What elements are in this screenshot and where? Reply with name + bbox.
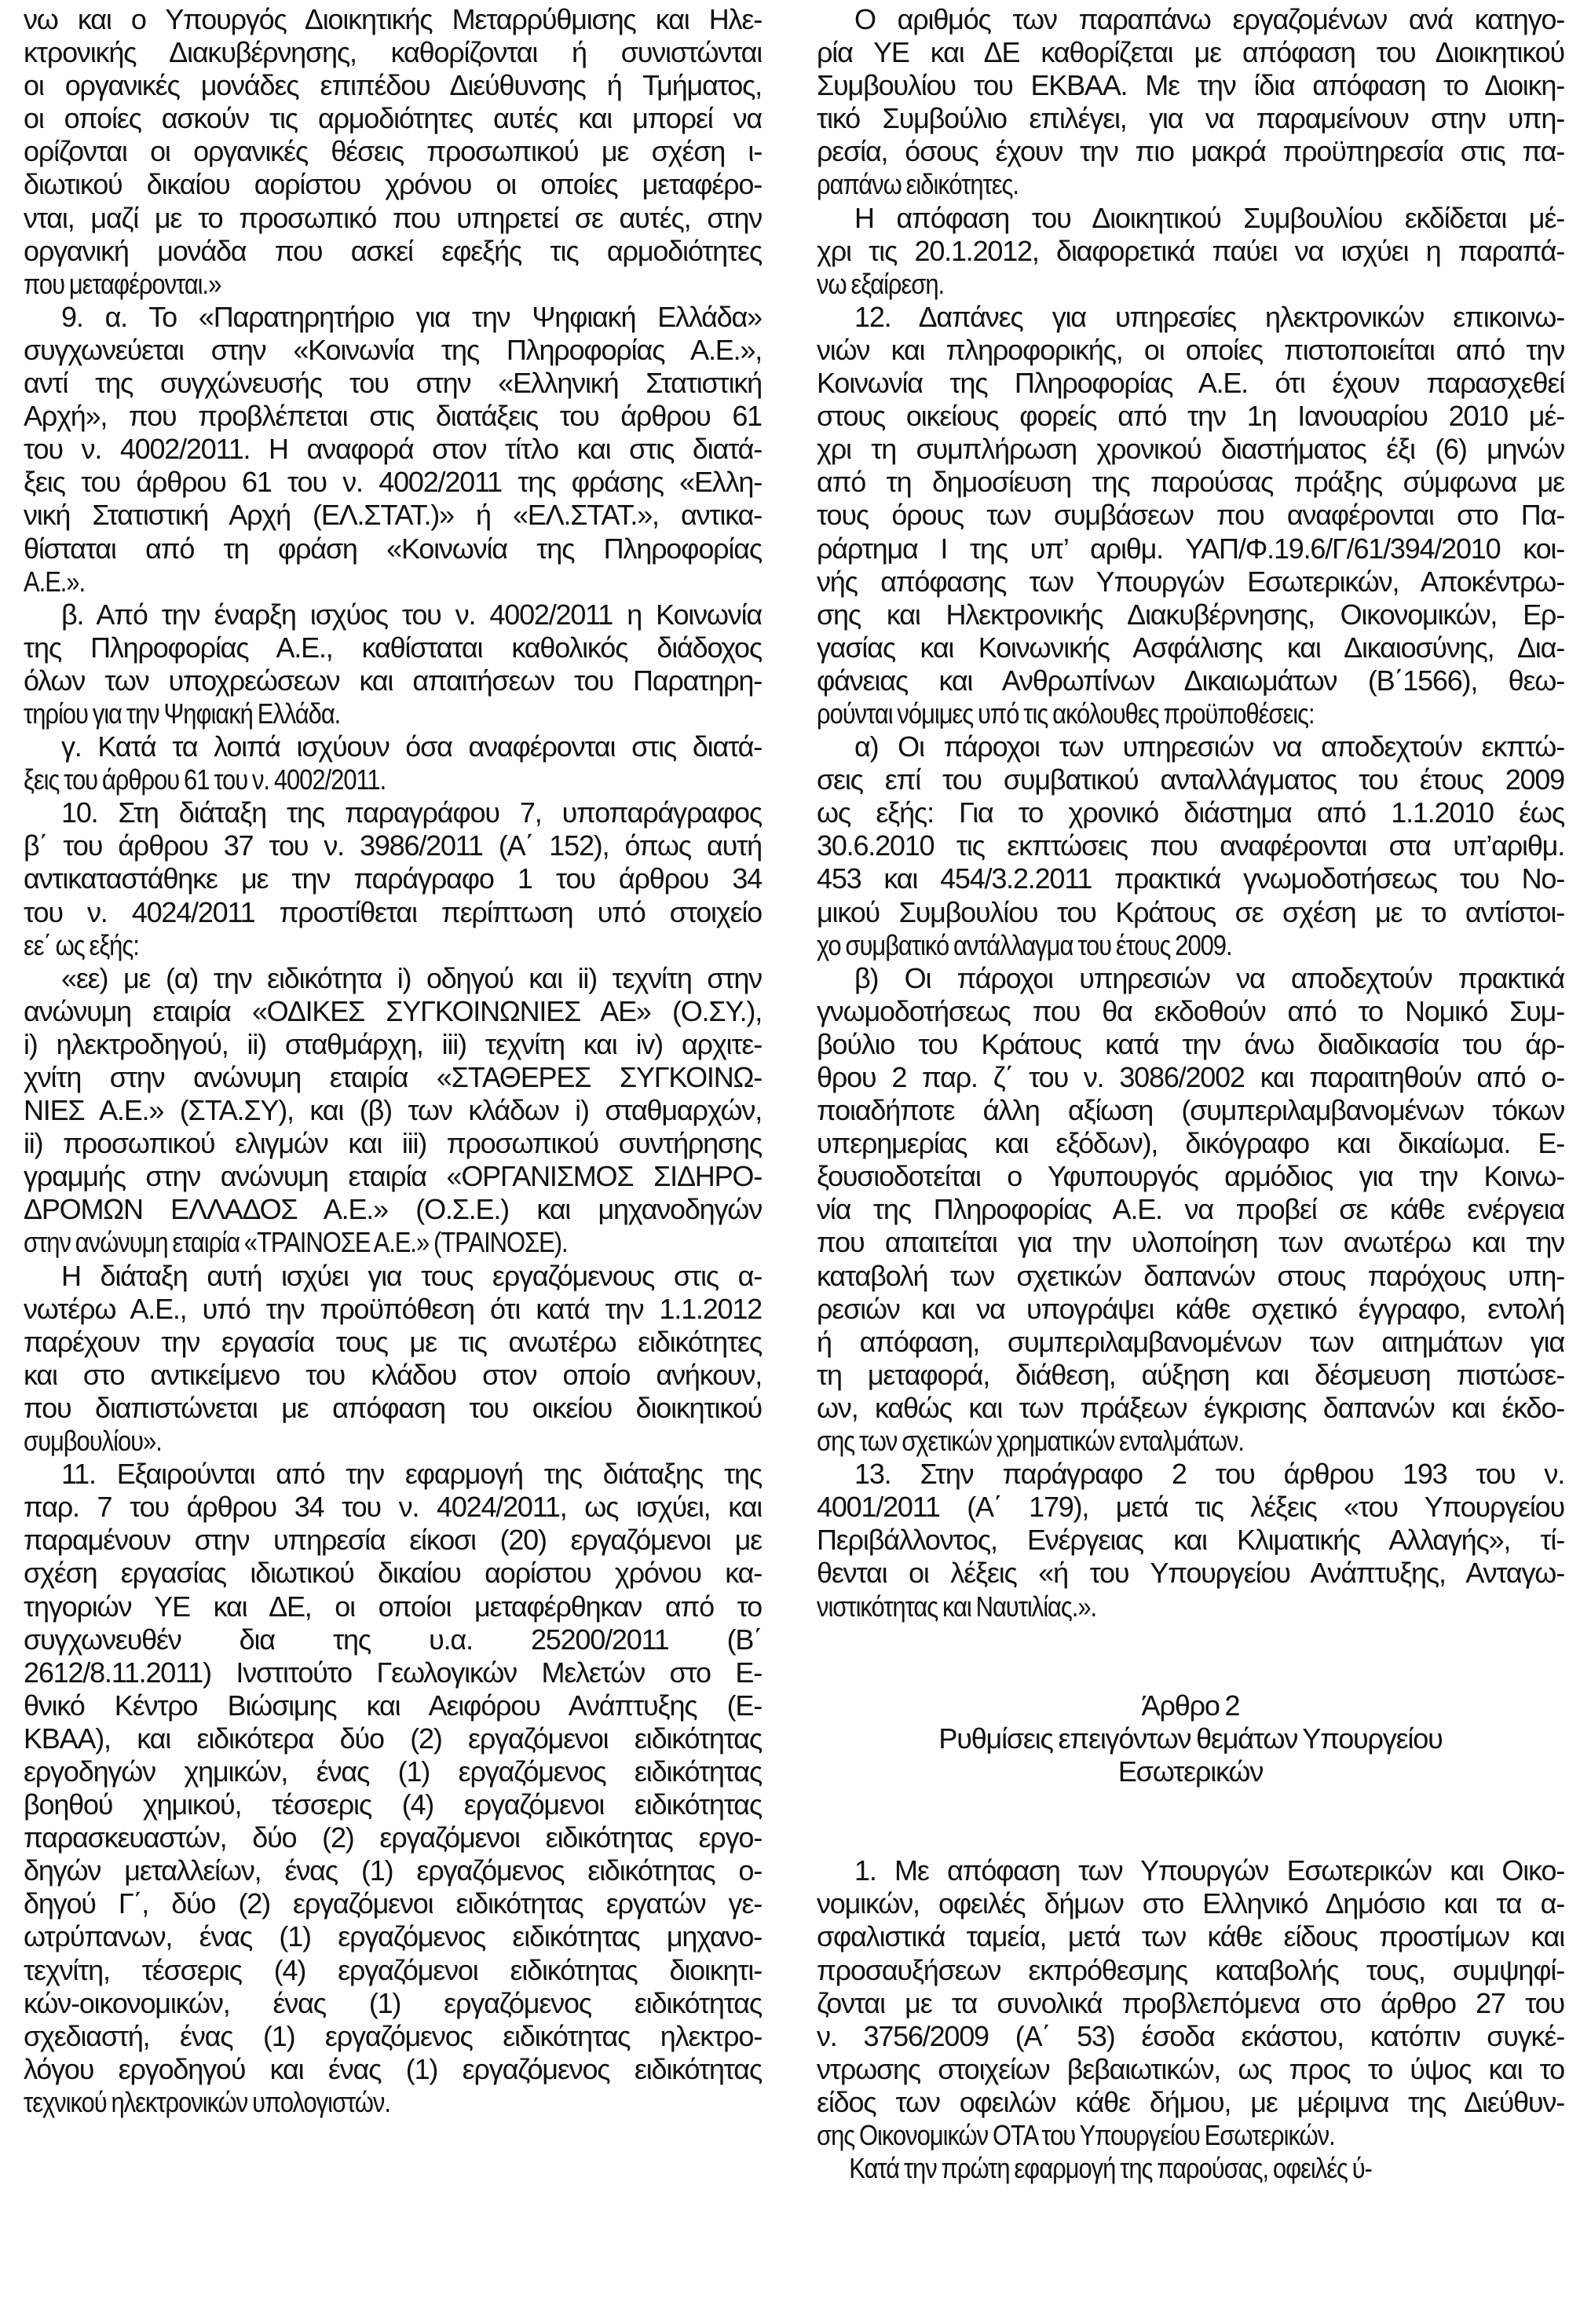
text-line: β. Από την έναρξη ισχύος του ν. 4002/2011 η Κοινωνία xyxy=(61,598,762,631)
text-line: «εε) με (α) την ειδικότητα i) οδηγού και ii) τεχνίτη στην xyxy=(61,961,762,994)
text-line: μικού Συμβουλίου του Κράτους σε σχέση με το αντίστοι- xyxy=(817,895,1564,928)
text-line: 9. α. Το «Παρατηρητήριο για την Ψηφιακή Ελλάδα» xyxy=(61,300,762,333)
text-line: συγχωνευθέν δια της υ.α. 25200/2011 (Β΄ xyxy=(24,1623,762,1656)
text-line: οι οργανικές μονάδες επιπέδου Διεύθυνσης ή Τμήματος, xyxy=(24,69,762,102)
text-line: που μεταφέρονται.» xyxy=(24,267,221,300)
text-line: i) ηλεκτροδηγού, ii) σταθμάρχη, iii) τεχνίτη και iv) αρχιτε- xyxy=(24,1027,762,1060)
text-line: νική Στατιστική Αρχή (ΕΛ.ΣΤΑΤ.)» ή «ΕΛ.ΣΤΑΤ.», αντικα- xyxy=(24,499,762,532)
paragraph xyxy=(24,1458,762,2119)
paragraph xyxy=(24,598,762,730)
text-line: στους οικείους φορείς από την 1η Ιανουαρίου 2010 μέ- xyxy=(817,400,1564,433)
text-line: Αρχή», που προβλέπεται στις διατάξεις του άρθρου 61 xyxy=(24,400,762,433)
text-line: ποιαδήποτε άλλη αξίωση (συμπεριλαμβανομένων τόκων xyxy=(817,1094,1564,1127)
text-line: τεχνίτη, τέσσερις (4) εργαζόμενοι ειδικότητας διοικητι- xyxy=(24,1953,762,1986)
text-line: συγχωνεύεται στην «Κοινωνία της Πληροφορίας Α.Ε.», xyxy=(24,333,762,366)
paragraph xyxy=(24,3,762,301)
text-line: νω και ο Υπουργός Διοικητικής Μεταρρύθμισης και Ηλε- xyxy=(24,3,762,35)
text-line: σης των σχετικών χρηματικών ενταλμάτων. xyxy=(817,1425,1244,1458)
text-line: ii) προσωπικού ελιγμών και iii) προσωπικού συντήρησης xyxy=(24,1127,762,1160)
text-line: γ. Κατά τα λοιπά ισχύουν όσα αναφέρονται στις διατά- xyxy=(61,730,762,763)
right-text-column xyxy=(817,3,1564,2185)
text-line: συμβουλίου». xyxy=(24,1425,162,1458)
text-line: τηρίου για την Ψηφιακή Ελλάδα. xyxy=(24,697,341,730)
heading-line: Άρθρο 2 xyxy=(1141,1689,1240,1722)
text-line: Η διάταξη αυτή ισχύει για τους εργαζόμενους στις α- xyxy=(61,1259,762,1292)
blank-line xyxy=(817,1656,1564,1689)
text-line: του ν. 4002/2011. Η αναφορά στον τίτλο και στις διατά- xyxy=(24,433,762,466)
text-line: βοηθού χημικού, τέσσερις (4) εργαζόμενοι ειδικότητας xyxy=(24,1788,762,1821)
text-line: ζονται με τα συνολικά προβλεπόμενα στο άρθρο 27 του xyxy=(817,1986,1564,2019)
paragraph xyxy=(817,1458,1564,1623)
text-line: νωτέρω Α.Ε., υπό την προϋπόθεση ότι κατά την 1.1.2012 xyxy=(24,1292,762,1325)
text-line: είδος των οφειλών κάθε δήμου, με μέριμνα της Διεύθυν- xyxy=(817,2085,1564,2118)
paragraph xyxy=(817,730,1564,962)
text-line: Περιβάλλοντος, Ενέργειας και Κλιματικής Αλλαγής», τί- xyxy=(817,1524,1564,1557)
text-line: σφαλιστικά ταμεία, μετά των κάθε είδους προστίμων και xyxy=(817,1920,1564,1953)
text-line: παρέχουν την εργασία τους με τις ανωτέρω ειδικότητες xyxy=(24,1325,762,1358)
text-line: από τη δημοσίευση της παρούσας πράξης σύμφωνα με xyxy=(817,466,1564,499)
text-line: του ν. 4024/2011 προστίθεται περίπτωση υπό στοιχείο xyxy=(24,895,762,928)
text-line: δηγού Γ΄, δύο (2) εργαζόμενοι ειδικότητας εργατών γε- xyxy=(24,1887,762,1920)
text-line: 30.6.2010 τις εκπτώσεις που αναφέρονται στα υπ’αριθμ. xyxy=(817,829,1564,862)
text-line: νω εξαίρεση. xyxy=(817,267,945,300)
text-line: Κατά την πρώτη εφαρμογή της παρούσας, οφειλές ύ- xyxy=(849,2152,1372,2185)
text-line: νιστικότητας και Ναυτιλίας.». xyxy=(817,1590,1097,1623)
text-line: ωτρύπανων, ένας (1) εργαζόμενος ειδικότητας μηχανο- xyxy=(24,1920,762,1953)
text-line: ως εξής: Για το χρονικό διάστημα από 1.1.2010 έως xyxy=(817,796,1564,829)
text-line: ων, καθώς και των πράξεων έγκρισης δαπανών και έκδο- xyxy=(817,1391,1564,1424)
text-line: ΚΒΑΑ), και ειδικότερα δύο (2) εργαζόμενοι ειδικότητας xyxy=(24,1722,762,1755)
blank-line xyxy=(817,1788,1564,1821)
text-line: Συμβουλίου του ΕΚΒΑΑ. Με την ίδια απόφαση το Διοικη- xyxy=(817,69,1564,102)
text-line: νής απόφασης των Υπουργών Εσωτερικών, Αποκέντρω- xyxy=(817,565,1564,598)
text-line: υπερημερίας και εξόδων), δικόγραφο και δικαίωμα. Ε- xyxy=(817,1127,1564,1160)
text-line: τη μεταφορά, διάθεση, αύξηση και δέσμευση πιστώσε- xyxy=(817,1358,1564,1391)
paragraph xyxy=(24,301,762,598)
text-line: Κοινωνία της Πληροφορίας Α.Ε. ότι έχουν παρασχεθεί xyxy=(817,367,1564,400)
text-line: γασίας και Κοινωνικής Ασφάλισης και Δικαιοσύνης, Δια- xyxy=(817,631,1564,664)
text-line: της Πληροφορίας Α.Ε., καθίσταται καθολικός διάδοχος xyxy=(24,631,762,664)
text-line: Ο αριθμός των παραπάνω εργαζομένων ανά κατηγο- xyxy=(854,3,1564,35)
text-line: ξεις του άρθρου 61 του ν. 4002/2011. xyxy=(24,763,386,796)
text-line: εργοδηγών χημικών, ένας (1) εργαζόμενος ειδικότητας xyxy=(24,1755,762,1788)
heading-line: Ρυθμίσεις επειγόντων θεμάτων Υπουργείου xyxy=(938,1722,1443,1755)
text-line: χο συμβατικό αντάλλαγμα του έτους 2009. xyxy=(817,928,1232,961)
text-line: γραμμής στην ανώνυμη εταιρία «ΟΡΓΑΝΙΣΜΟΣ ΣΙΔΗΡΟ- xyxy=(24,1160,762,1193)
text-line: τους όρους των συμβάσεων που αναφέρονται στο Πα- xyxy=(817,499,1564,532)
text-line: ντρωσης στοιχείων βεβαιωτικών, ως προς το ύψος και το xyxy=(817,2052,1564,2085)
blank-line xyxy=(817,1821,1564,1854)
text-line: Η απόφαση του Διοικητικού Συμβουλίου εκδίδεται μέ- xyxy=(854,201,1564,234)
text-line: σχέση εργασίας ιδιωτικού δικαίου αορίστου χρόνου κα- xyxy=(24,1557,762,1590)
text-line: εε΄ ως εξής: xyxy=(24,928,139,961)
text-line: βούλιο του Κράτους κατά την άνω διαδικασία του άρ- xyxy=(817,1027,1564,1060)
text-line: παραμένουν στην υπηρεσία είκοσι (20) εργαζόμενοι με xyxy=(24,1524,762,1557)
text-line: τεχνικού ηλεκτρονικών υπολογιστών. xyxy=(24,2085,390,2118)
text-line: αντί της συγχώνευσής του στην «Ελληνική Στατιστική xyxy=(24,367,762,400)
text-line: ή απόφαση, συμπεριλαμβανομένων των αιτημάτων για xyxy=(817,1325,1564,1358)
text-line: οργανική μονάδα που ασκεί εφεξής τις αρμοδιότητες xyxy=(24,234,762,267)
text-line: 11. Εξαιρούνται από την εφαρμογή της διάταξης της xyxy=(61,1458,762,1491)
text-line: ραπάνω ειδικότητες. xyxy=(817,168,1019,201)
paragraph xyxy=(817,301,1564,730)
text-line: σεις επί του συμβατικού ανταλλάγματος του έτους 2009 xyxy=(817,763,1564,796)
text-line: χρι τη συμπλήρωση χρονικού διαστήματος έξι (6) μηνών xyxy=(817,433,1564,466)
text-line: νομικών, οφειλές δήμων στο Ελληνικό Δημόσιο και τα α- xyxy=(817,1887,1564,1920)
text-line: ΔΡΟΜΩΝ ΕΛΛΑΔΟΣ Α.Ε.» (Ο.Σ.Ε.) και μηχανοδηγών xyxy=(24,1193,762,1226)
text-line: διωτικού δικαίου αορίστου χρόνου οι οποίες μεταφέρο- xyxy=(24,168,762,201)
text-line: λόγου εργοδηγού και ένας (1) εργαζόμενος ειδικότητας xyxy=(24,2052,762,2085)
text-line: όλων των υποχρεώσεων και απαιτήσεων του Παρατηρη- xyxy=(24,664,762,697)
article-heading xyxy=(817,1689,1564,1788)
text-line: νιών και πληροφορικής, οι οποίες πιστοποιείται από την xyxy=(817,333,1564,366)
text-line: ρεσία, όσους έχουν την πιο μακρά προϋπηρεσία στις πα- xyxy=(817,135,1564,168)
text-line: αντικαταστάθηκε με την παράγραφο 1 του άρθρου 34 xyxy=(24,862,762,895)
text-line: νία της Πληροφορίας Α.Ε. να προβεί σε κάθε ενέργεια xyxy=(817,1193,1564,1226)
text-line: 453 και 454/3.2.2011 πρακτικά γνωμοδοτήσεως του Νο- xyxy=(817,862,1564,895)
paragraph xyxy=(817,3,1564,202)
text-line: β) Οι πάροχοι υπηρεσιών να αποδεχτούν πρακτικά xyxy=(854,961,1564,994)
text-line: 2612/8.11.2011) Ινστιτούτο Γεωλογικών Μελετών στο Ε- xyxy=(24,1656,762,1689)
paragraph xyxy=(817,202,1564,301)
text-line: οι οποίες ασκούν τις αρμοδιότητες αυτές και μπορεί να xyxy=(24,102,762,135)
text-line: σχεδιαστή, ένας (1) εργαζόμενος ειδικότητας ηλεκτρο- xyxy=(24,2019,762,2052)
text-line: που διαπιστώνεται με απόφαση του οικείου διοικητικού xyxy=(24,1391,762,1424)
text-line: χνίτη στην ανώνυμη εταιρία «ΣΤΑΘΕΡΕΣ ΣΥΓΚΟΙΝΩ- xyxy=(24,1061,762,1093)
text-line: φάνειας και Ανθρωπίνων Δικαιωμάτων (Β΄1566), θεω- xyxy=(817,664,1564,697)
text-line: ανώνυμη εταιρία «ΟΔΙΚΕΣ ΣΥΓΚΟΙΝΩΝΙΕΣ ΑΕ» (Ο.ΣΥ.), xyxy=(24,994,762,1027)
text-line: 13. Στην παράγραφο 2 του άρθρου 193 του ν. xyxy=(854,1458,1564,1491)
text-line: Α.Ε.». xyxy=(24,565,86,598)
text-line: καταβολή των σχετικών δαπανών στους παρόχους υπη- xyxy=(817,1259,1564,1292)
text-line: β΄ του άρθρου 37 του ν. 3986/2011 (Α΄ 152), όπως αυτή xyxy=(24,829,762,862)
text-line: ξεις του άρθρου 61 του ν. 4002/2011 της φράσης «Ελλη- xyxy=(24,466,762,499)
text-line: θίσταται από τη φράση «Κοινωνία της Πληροφορίας xyxy=(24,532,762,565)
text-line: τηγοριών ΥΕ και ΔΕ, οι οποίοι μεταφέρθηκαν από το xyxy=(24,1590,762,1623)
text-line: παρ. 7 του άρθρου 34 του ν. 4024/2011, ως ισχύει, και xyxy=(24,1491,762,1524)
text-line: ορίζονται οι οργανικές θέσεις προσωπικού με σχέση ι- xyxy=(24,135,762,168)
text-line: στην ανώνυμη εταιρία «ΤΡΑΙΝΟΣΕ Α.Ε.» (ΤΡΑΙΝΟΣΕ). xyxy=(24,1226,568,1259)
left-text-column xyxy=(24,3,762,2119)
text-line: ρεσιών και να υπογράψει κάθε σχετικό έγγραφο, εντολή xyxy=(817,1292,1564,1325)
text-line: 10. Στη διάταξη της παραγράφου 7, υποπαράγραφος xyxy=(61,796,762,829)
text-line: που απαιτείται για την υλοποίηση των ανωτέρω και την xyxy=(817,1226,1564,1259)
text-line: 1. Με απόφαση των Υπουργών Εσωτερικών και Οικο- xyxy=(854,1854,1564,1887)
text-line: τικό Συμβούλιο επιλέγει, για να παραμείνουν στην υπη- xyxy=(817,102,1564,135)
text-line: παρασκευαστών, δύο (2) εργαζόμενοι ειδικότητας εργο- xyxy=(24,1821,762,1854)
paragraph xyxy=(24,962,762,1260)
paragraph xyxy=(24,1260,762,1458)
text-line: 4001/2011 (Α΄ 179), μετά τις λέξεις «του Υπουργείου xyxy=(817,1491,1564,1524)
text-line: και στο αντικείμενο του κλάδου στον οποίο ανήκουν, xyxy=(24,1358,762,1391)
text-line: θρου 2 παρ. ζ΄ του ν. 3086/2002 και παραιτηθούν από ο- xyxy=(817,1061,1564,1093)
text-line: ρούνται νόμιμες υπό τις ακόλουθες προϋποθέσεις: xyxy=(817,697,1315,730)
text-line: νται, μαζί με το προσωπικό που υπηρετεί σε αυτές, στην xyxy=(24,201,762,234)
paragraph xyxy=(817,962,1564,1458)
text-line: 12. Δαπάνες για υπηρεσίες ηλεκτρονικών επικοινω- xyxy=(854,300,1564,333)
paragraph xyxy=(24,730,762,796)
blank-line xyxy=(817,1623,1564,1656)
text-line: δηγών μεταλλείων, ένας (1) εργαζόμενος ειδικότητας ο- xyxy=(24,1854,762,1887)
text-line: θνικό Κέντρο Βιώσιμης και Αειφόρου Ανάπτυξης (Ε- xyxy=(24,1689,762,1722)
text-line: ν. 3756/2009 (Α΄ 53) έσοδα εκάστου, κατόπιν συγκέ- xyxy=(817,2019,1564,2052)
paragraph xyxy=(24,796,762,961)
text-line: σης και Ηλεκτρονικής Διακυβέρνησης, Οικονομικών, Ερ- xyxy=(817,598,1564,631)
paragraph xyxy=(817,2152,1564,2185)
heading-line: Εσωτερικών xyxy=(1117,1755,1264,1788)
text-line: γνωμοδοτήσεως που θα εκδοθούν από το Νομικό Συμ- xyxy=(817,994,1564,1027)
text-line: ράρτημα Ι της υπ’ αριθμ. ΥΑΠ/Φ.19.6/Γ/61/394/2010 κοι- xyxy=(817,532,1564,565)
text-line: κτρονικής Διακυβέρνησης, καθορίζονται ή συνιστώνται xyxy=(24,36,762,69)
text-line: ξουσιοδοτείται ο Υφυπουργός αρμόδιος για την Κοινω- xyxy=(817,1160,1564,1193)
text-line: σης Οικονομικών ΟΤΑ του Υπουργείου Εσωτερικών. xyxy=(817,2119,1335,2151)
text-line: θενται οι λέξεις «ή του Υπουργείου Ανάπτυξης, Ανταγω- xyxy=(817,1557,1564,1590)
paragraph xyxy=(817,1854,1564,2152)
text-line: προσαυξήσεων εκπρόθεσμης καταβολής τους, συμψηφί- xyxy=(817,1953,1564,1986)
text-line: ρία ΥΕ και ΔΕ καθορίζεται με απόφαση του Διοικητικού xyxy=(817,36,1564,69)
text-line: ΝΙΕΣ Α.Ε.» (ΣΤΑ.ΣΥ), και (β) των κλάδων i) σταθμαρχών, xyxy=(24,1094,762,1127)
text-line: κών-οικονομικών, ένας (1) εργαζόμενος ειδικότητας xyxy=(24,1986,762,2019)
text-line: χρι τις 20.1.2012, διαφορετικά παύει να ισχύει η παραπά- xyxy=(817,234,1564,267)
text-line: α) Οι πάροχοι των υπηρεσιών να αποδεχτούν εκπτώ- xyxy=(854,730,1564,763)
